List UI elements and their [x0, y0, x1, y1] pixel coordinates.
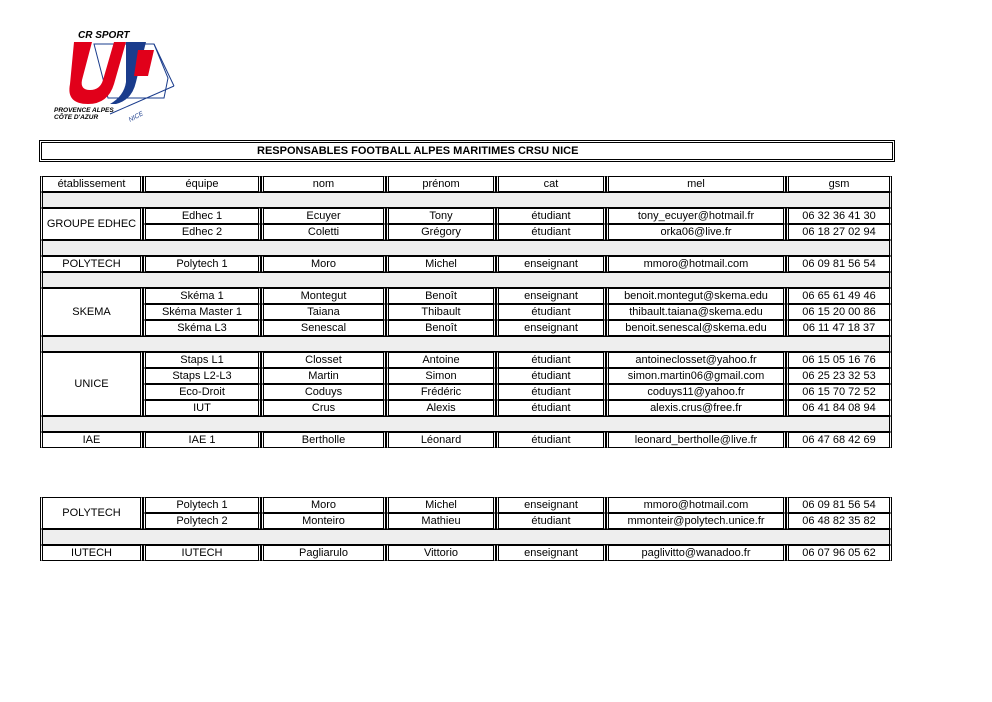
mel-cell: leonard_bertholle@live.fr: [606, 432, 786, 448]
separator-cell: [40, 192, 892, 208]
column-header: gsm: [786, 176, 892, 192]
gsm-cell: 06 09 81 56 54: [786, 256, 892, 272]
mel-cell: benoit.montegut@skema.edu: [606, 288, 786, 304]
equipe-cell: Skéma Master 1: [143, 304, 261, 320]
etablissement-cell: POLYTECH: [40, 256, 143, 272]
mel-cell: benoit.senescal@skema.edu: [606, 320, 786, 336]
gsm-cell: 06 47 68 42 69: [786, 432, 892, 448]
gsm-cell: 06 07 96 05 62: [786, 545, 892, 561]
document-title: RESPONSABLES FOOTBALL ALPES MARITIMES CRSU NICE: [257, 145, 579, 157]
nom-cell: Moro: [261, 256, 386, 272]
nom-cell: Martin: [261, 368, 386, 384]
cat-cell: étudiant: [496, 432, 606, 448]
column-header: établissement: [40, 176, 143, 192]
column-header: équipe: [143, 176, 261, 192]
prenom-cell: Vittorio: [386, 545, 496, 561]
separator-row: [40, 529, 892, 545]
mel-cell: antoineclosset@yahoo.fr: [606, 352, 786, 368]
prenom-cell: Grégory: [386, 224, 496, 240]
prenom-cell: Thibault: [386, 304, 496, 320]
equipe-cell: Edhec 1: [143, 208, 261, 224]
equipe-cell: Staps L1: [143, 352, 261, 368]
nom-cell: Moro: [261, 497, 386, 513]
table-row: [40, 432, 892, 448]
table-row: [40, 513, 892, 529]
nom-cell: Bertholle: [261, 432, 386, 448]
logo-side-text: NICE: [127, 110, 145, 124]
cat-cell: enseignant: [496, 256, 606, 272]
table-row: [40, 320, 892, 336]
mel-cell: tony_ecuyer@hotmail.fr: [606, 208, 786, 224]
gsm-cell: 06 15 05 16 76: [786, 352, 892, 368]
equipe-cell: Skéma L3: [143, 320, 261, 336]
equipe-cell: IUT: [143, 400, 261, 416]
equipe-cell: Polytech 2: [143, 513, 261, 529]
table-row: [40, 256, 892, 272]
contacts-table-secondary: [40, 497, 892, 561]
gsm-cell: 06 11 47 18 37: [786, 320, 892, 336]
crsu-logo: [50, 26, 175, 126]
cat-cell: étudiant: [496, 208, 606, 224]
gsm-cell: 06 25 23 32 53: [786, 368, 892, 384]
table-row: [40, 368, 892, 384]
cat-cell: étudiant: [496, 513, 606, 529]
table-row: [40, 384, 892, 400]
nom-cell: Pagliarulo: [261, 545, 386, 561]
logo-top-text: CR SPORT: [78, 30, 130, 41]
prenom-cell: Antoine: [386, 352, 496, 368]
table-row: [40, 288, 892, 304]
column-header: mel: [606, 176, 786, 192]
etablissement-cell: IUTECH: [40, 545, 143, 561]
column-header: nom: [261, 176, 386, 192]
table-row: [40, 400, 892, 416]
mel-cell: mmonteir@polytech.unice.fr: [606, 513, 786, 529]
separator-row: [40, 240, 892, 256]
cat-cell: enseignant: [496, 320, 606, 336]
table-row: [40, 224, 892, 240]
equipe-cell: Eco-Droit: [143, 384, 261, 400]
logo-bottom-text-1: PROVENCE ALPES: [54, 107, 114, 114]
cat-cell: étudiant: [496, 384, 606, 400]
gsm-cell: 06 15 70 72 52: [786, 384, 892, 400]
header-row: [40, 176, 892, 192]
etablissement-cell: POLYTECH: [40, 497, 143, 529]
separator-cell: [40, 240, 892, 256]
separator-row: [40, 272, 892, 288]
cat-cell: étudiant: [496, 304, 606, 320]
mel-cell: mmoro@hotmail.com: [606, 256, 786, 272]
prenom-cell: Alexis: [386, 400, 496, 416]
etablissement-cell: SKEMA: [40, 288, 143, 336]
equipe-cell: Polytech 1: [143, 497, 261, 513]
cat-cell: enseignant: [496, 288, 606, 304]
logo-bottom-text-2: CÔTE D'AZUR: [54, 114, 99, 121]
prenom-cell: Simon: [386, 368, 496, 384]
prenom-cell: Michel: [386, 497, 496, 513]
prenom-cell: Frédéric: [386, 384, 496, 400]
crsu-logo-graphic: [50, 26, 175, 126]
cat-cell: étudiant: [496, 368, 606, 384]
mel-cell: alexis.crus@free.fr: [606, 400, 786, 416]
prenom-cell: Léonard: [386, 432, 496, 448]
equipe-cell: Polytech 1: [143, 256, 261, 272]
cat-cell: enseignant: [496, 497, 606, 513]
separator-cell: [40, 529, 892, 545]
column-header: prénom: [386, 176, 496, 192]
table-row: [40, 352, 892, 368]
nom-cell: Closset: [261, 352, 386, 368]
mel-cell: thibault.taiana@skema.edu: [606, 304, 786, 320]
prenom-cell: Michel: [386, 256, 496, 272]
mel-cell: coduys11@yahoo.fr: [606, 384, 786, 400]
nom-cell: Coduys: [261, 384, 386, 400]
separator-row: [40, 336, 892, 352]
prenom-cell: Mathieu: [386, 513, 496, 529]
separator-row: [40, 192, 892, 208]
nom-cell: Montegut: [261, 288, 386, 304]
contacts-table: [40, 176, 892, 448]
cat-cell: étudiant: [496, 224, 606, 240]
etablissement-cell: IAE: [40, 432, 143, 448]
column-header: cat: [496, 176, 606, 192]
nom-cell: Taiana: [261, 304, 386, 320]
cat-cell: enseignant: [496, 545, 606, 561]
gsm-cell: 06 32 36 41 30: [786, 208, 892, 224]
table-row: [40, 304, 892, 320]
equipe-cell: Skéma 1: [143, 288, 261, 304]
gsm-cell: 06 18 27 02 94: [786, 224, 892, 240]
prenom-cell: Tony: [386, 208, 496, 224]
separator-cell: [40, 416, 892, 432]
gsm-cell: 06 48 82 35 82: [786, 513, 892, 529]
gsm-cell: 06 65 61 49 46: [786, 288, 892, 304]
equipe-cell: IAE 1: [143, 432, 261, 448]
prenom-cell: Benoît: [386, 320, 496, 336]
mel-cell: simon.martin06@gmail.com: [606, 368, 786, 384]
etablissement-cell: UNICE: [40, 352, 143, 416]
mel-cell: paglivitto@wanadoo.fr: [606, 545, 786, 561]
etablissement-cell: GROUPE EDHEC: [40, 208, 143, 240]
equipe-cell: Staps L2-L3: [143, 368, 261, 384]
nom-cell: Crus: [261, 400, 386, 416]
nom-cell: Coletti: [261, 224, 386, 240]
table-row: [40, 208, 892, 224]
document-title-box: [41, 142, 893, 160]
table-row: [40, 497, 892, 513]
cat-cell: étudiant: [496, 352, 606, 368]
separator-cell: [40, 272, 892, 288]
equipe-cell: Edhec 2: [143, 224, 261, 240]
gsm-cell: 06 15 20 00 86: [786, 304, 892, 320]
table-row: [40, 545, 892, 561]
separator-cell: [40, 336, 892, 352]
separator-row: [40, 416, 892, 432]
equipe-cell: IUTECH: [143, 545, 261, 561]
prenom-cell: Benoît: [386, 288, 496, 304]
nom-cell: Ecuyer: [261, 208, 386, 224]
gsm-cell: 06 09 81 56 54: [786, 497, 892, 513]
nom-cell: Monteiro: [261, 513, 386, 529]
gsm-cell: 06 41 84 08 94: [786, 400, 892, 416]
mel-cell: orka06@live.fr: [606, 224, 786, 240]
nom-cell: Senescal: [261, 320, 386, 336]
cat-cell: étudiant: [496, 400, 606, 416]
mel-cell: mmoro@hotmail.com: [606, 497, 786, 513]
